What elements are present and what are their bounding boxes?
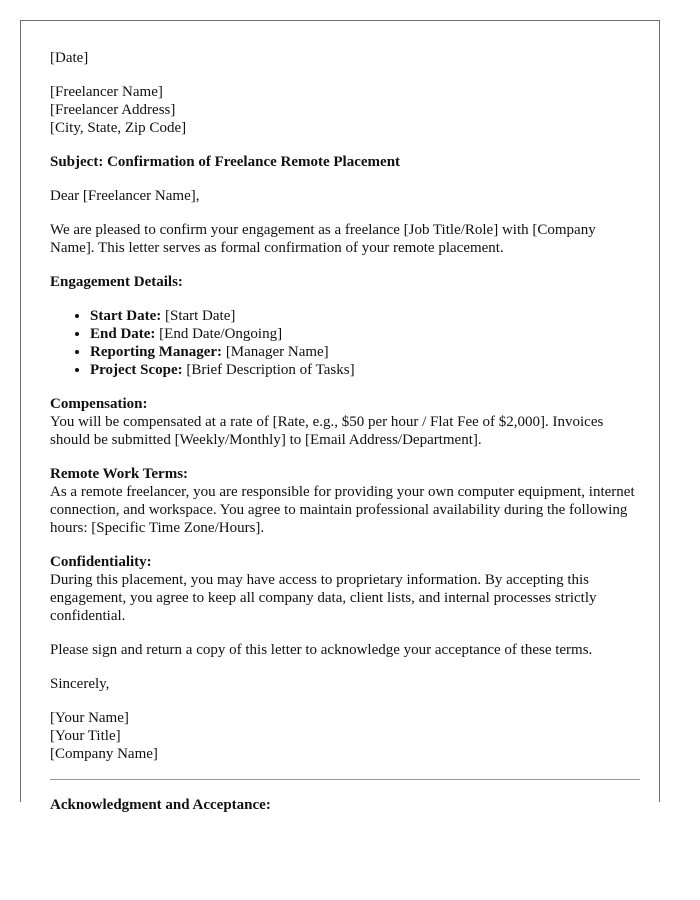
confidentiality-body: During this placement, you may have access to proprietary information. By accepting this engagement, you agree to keep all company data, client lists, and internal processes strictly confidential. xyxy=(50,572,597,624)
list-item-value: [Start Date] xyxy=(161,308,236,324)
intro-paragraph: We are pleased to confirm your engagement as a freelance [Job Title/Role] with [Company Name]. This letter serves as formal confirmation of your remote placement. xyxy=(50,222,596,256)
compensation-heading: Compensation: xyxy=(50,396,148,412)
list-item-label: Reporting Manager: xyxy=(90,344,223,360)
list-item-label: End Date: xyxy=(90,326,156,342)
recipient-block xyxy=(50,83,640,137)
compensation-section xyxy=(50,395,640,449)
salutation: Dear [Freelancer Name], xyxy=(50,188,200,204)
confidentiality-section xyxy=(50,553,640,625)
recipient-name: [Freelancer Name] xyxy=(50,84,163,100)
letter-date: [Date] xyxy=(50,50,89,66)
list-item-label: Project Scope: xyxy=(90,362,183,378)
acknowledgment-heading: Acknowledgment and Acceptance: xyxy=(50,797,271,813)
compensation-body: You will be compensated at a rate of [Rate, e.g., $50 per hour / Flat Fee of $2,000]. Invoices should be submitted [Weekly/Monthly] to [Email Address/Department]. xyxy=(50,414,604,448)
list-item-reporting-manager xyxy=(90,343,640,361)
list-item-value: [Manager Name] xyxy=(222,344,329,360)
remote-terms-section xyxy=(50,465,640,537)
signature-name: [Your Name] xyxy=(50,710,129,726)
letter-page xyxy=(20,20,660,813)
closing-request: Please sign and return a copy of this letter to acknowledge your acceptance of these terms. xyxy=(50,642,593,658)
list-item-label: Start Date: xyxy=(90,308,162,324)
valediction: Sincerely, xyxy=(50,676,110,692)
remote-terms-heading: Remote Work Terms: xyxy=(50,466,189,482)
engagement-heading: Engagement Details: xyxy=(50,274,183,290)
list-item-value: [Brief Description of Tasks] xyxy=(182,362,355,378)
recipient-city: [City, State, Zip Code] xyxy=(50,120,187,136)
letter-content xyxy=(50,49,640,830)
section-divider xyxy=(50,779,640,780)
signature-block xyxy=(50,709,640,763)
signature-company: [Company Name] xyxy=(50,746,158,762)
list-item-value: [End Date/Ongoing] xyxy=(155,326,283,342)
engagement-list xyxy=(50,307,640,379)
list-item-project-scope xyxy=(90,361,640,379)
letter-subject: Subject: Confirmation of Freelance Remote Placement xyxy=(50,154,401,170)
list-item-start-date xyxy=(90,307,640,325)
signature-title: [Your Title] xyxy=(50,728,121,744)
recipient-address: [Freelancer Address] xyxy=(50,102,176,118)
remote-terms-body: As a remote freelancer, you are responsible for providing your own computer equipment, internet connection, and workspace. You agree to maintain professional availability during the following hours: [Specific Time Zone/Hours]. xyxy=(50,484,635,536)
confidentiality-heading: Confidentiality: xyxy=(50,554,152,570)
list-item-end-date xyxy=(90,325,640,343)
